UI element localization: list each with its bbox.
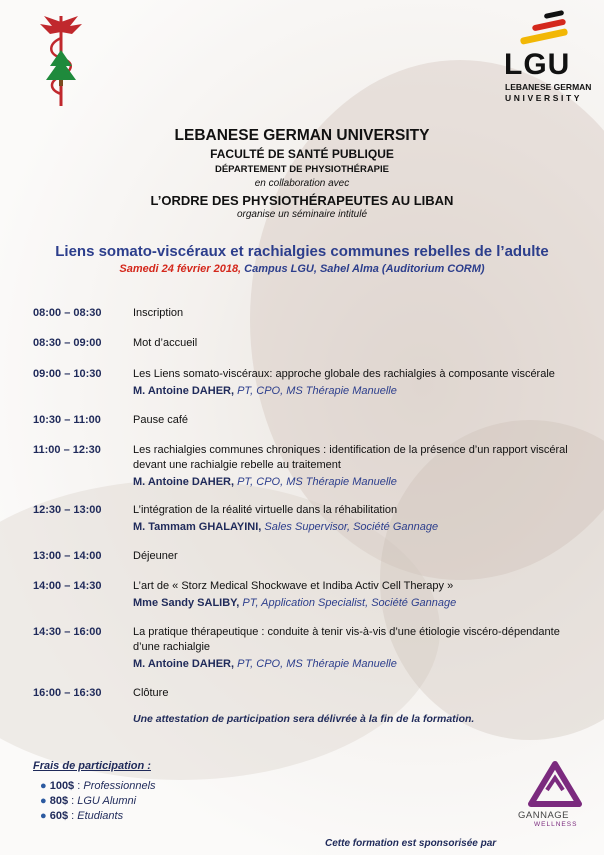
schedule-speaker: [133, 520, 593, 535]
lgu-logo-line2: UNIVERSITY: [505, 93, 583, 103]
schedule-time: 09:00 – 10:30: [33, 368, 102, 380]
schedule-speaker: [133, 475, 593, 490]
fees-title: Frais de participation :: [33, 760, 151, 772]
seminar-location: Campus LGU, Sahel Alma (Auditorium CORM): [241, 263, 485, 275]
schedule-time: 11:00 – 12:30: [33, 444, 101, 456]
schedule-time: 16:00 – 16:30: [33, 687, 102, 699]
bullet-icon: ●: [40, 795, 50, 807]
speaker-name: M. Antoine DAHER,: [133, 658, 235, 670]
seminar-date: Samedi 24 février 2018,: [119, 263, 242, 275]
schedule-line: La pratique thérapeutique : conduite à tenir vis-à-vis d’une étiologie viscéro-dépendante: [133, 626, 560, 638]
fee-separator: :: [74, 780, 84, 792]
collaboration-text: en collaboration avec: [254, 178, 350, 189]
speaker-name: M. Tammam GHALAYINI,: [133, 521, 262, 533]
schedule-line: Les Liens somato-viscéraux: approche globale des rachialgies à composante viscérale: [133, 368, 555, 380]
speaker-role: PT, Application Specialist, Société Gannage: [239, 597, 457, 609]
speaker-role: PT, CPO, MS Thérapie Manuelle: [234, 476, 397, 488]
schedule-line: devant une rachialgie rebelle au traitement: [133, 459, 341, 471]
seminar-date-location: [0, 263, 604, 275]
schedule-description: [133, 443, 593, 490]
lgu-logo: [500, 8, 596, 108]
order-emblem-logo: [30, 10, 92, 110]
gannage-logo: [525, 760, 585, 810]
bullet-icon: ●: [40, 780, 50, 792]
university-name: LEBANESE GERMAN UNIVERSITY: [174, 127, 430, 144]
speaker-name: M. Antoine DAHER,: [133, 385, 235, 397]
schedule-line: L’intégration de la réalité virtuelle dans la réhabilitation: [133, 504, 398, 516]
speaker-name: Mme Sandy SALIBY,: [133, 597, 240, 609]
fee-item: [40, 810, 123, 822]
speaker-role: PT, CPO, MS Thérapie Manuelle: [234, 658, 397, 670]
schedule-time: 13:00 – 14:00: [33, 550, 102, 562]
schedule-line: Déjeuner: [133, 550, 178, 562]
attestation-note: Une attestation de participation sera délivrée à la fin de la formation.: [133, 713, 475, 725]
organise-text: organise un séminaire intitulé: [236, 209, 368, 220]
lgu-logo-stripe-yellow: [520, 28, 568, 45]
schedule-line: d’une rachialgie: [133, 641, 211, 653]
bullet-icon: ●: [40, 810, 50, 822]
schedule-time: 12:30 – 13:00: [33, 504, 102, 516]
schedule-description: [133, 579, 593, 611]
fee-item: [40, 795, 136, 807]
fee-label: LGU Alumni: [77, 795, 137, 807]
seminar-title: Liens somato-viscéraux et rachialgies communes rebelles de l’adulte: [55, 243, 549, 260]
schedule-line: Pause café: [133, 414, 189, 426]
schedule-time: 14:30 – 16:00: [33, 626, 102, 638]
speaker-role: PT, CPO, MS Thérapie Manuelle: [234, 385, 397, 397]
lgu-logo-stripe-black: [544, 10, 565, 19]
schedule-speaker: [133, 384, 593, 399]
faculty-name: FACULTÉ DE SANTÉ PUBLIQUE: [210, 147, 394, 161]
fee-separator: :: [68, 810, 78, 822]
fee-amount: 100$: [49, 780, 75, 792]
schedule-line: Mot d’accueil: [133, 337, 198, 349]
fee-item: [40, 780, 156, 792]
schedule-time: 08:00 – 08:30: [33, 307, 102, 319]
schedule-speaker: [133, 596, 593, 611]
schedule-line: Clôture: [133, 687, 169, 699]
fee-amount: 80$: [49, 795, 69, 807]
speaker-role: Sales Supervisor, Société Gannage: [261, 521, 439, 533]
schedule-description: [133, 367, 593, 399]
schedule-line: Les rachialgies communes chroniques : identification de la présence d’un rapport viscéral: [133, 444, 568, 456]
schedule-description: [133, 413, 593, 428]
schedule-time: 08:30 – 09:00: [33, 337, 102, 349]
schedule-time: 10:30 – 11:00: [33, 414, 101, 426]
schedule-line: L’art de « Storz Medical Shockwave et Indiba Activ Cell Therapy »: [133, 580, 454, 592]
fee-separator: :: [68, 795, 78, 807]
schedule-description: [133, 503, 593, 535]
order-name: L’ORDRE DES PHYSIOTHÉRAPEUTES AU LIBAN: [150, 193, 454, 208]
fee-label: Professionnels: [83, 780, 156, 792]
schedule-description: [133, 625, 593, 672]
gannage-sub: WELLNESS: [534, 821, 578, 828]
gannage-name: GANNAGE: [518, 810, 570, 821]
schedule-description: [133, 306, 593, 321]
lgu-logo-line1: LEBANESE GERMAN: [505, 82, 592, 92]
schedule-description: [133, 336, 593, 351]
schedule-description: [133, 686, 593, 701]
sponsor-text: Cette formation est sponsorisée par: [325, 838, 497, 849]
schedule-description: [133, 549, 593, 564]
fee-amount: 60$: [49, 810, 69, 822]
schedule-time: 14:00 – 14:30: [33, 580, 102, 592]
lgu-logo-text: LGU: [504, 48, 571, 81]
fee-label: Etudiants: [77, 810, 124, 822]
speaker-name: M. Antoine DAHER,: [133, 476, 235, 488]
schedule-line: Inscription: [133, 307, 184, 319]
department-name: DÉPARTEMENT DE PHYSIOTHÉRAPIE: [214, 164, 389, 175]
schedule-speaker: [133, 657, 593, 672]
